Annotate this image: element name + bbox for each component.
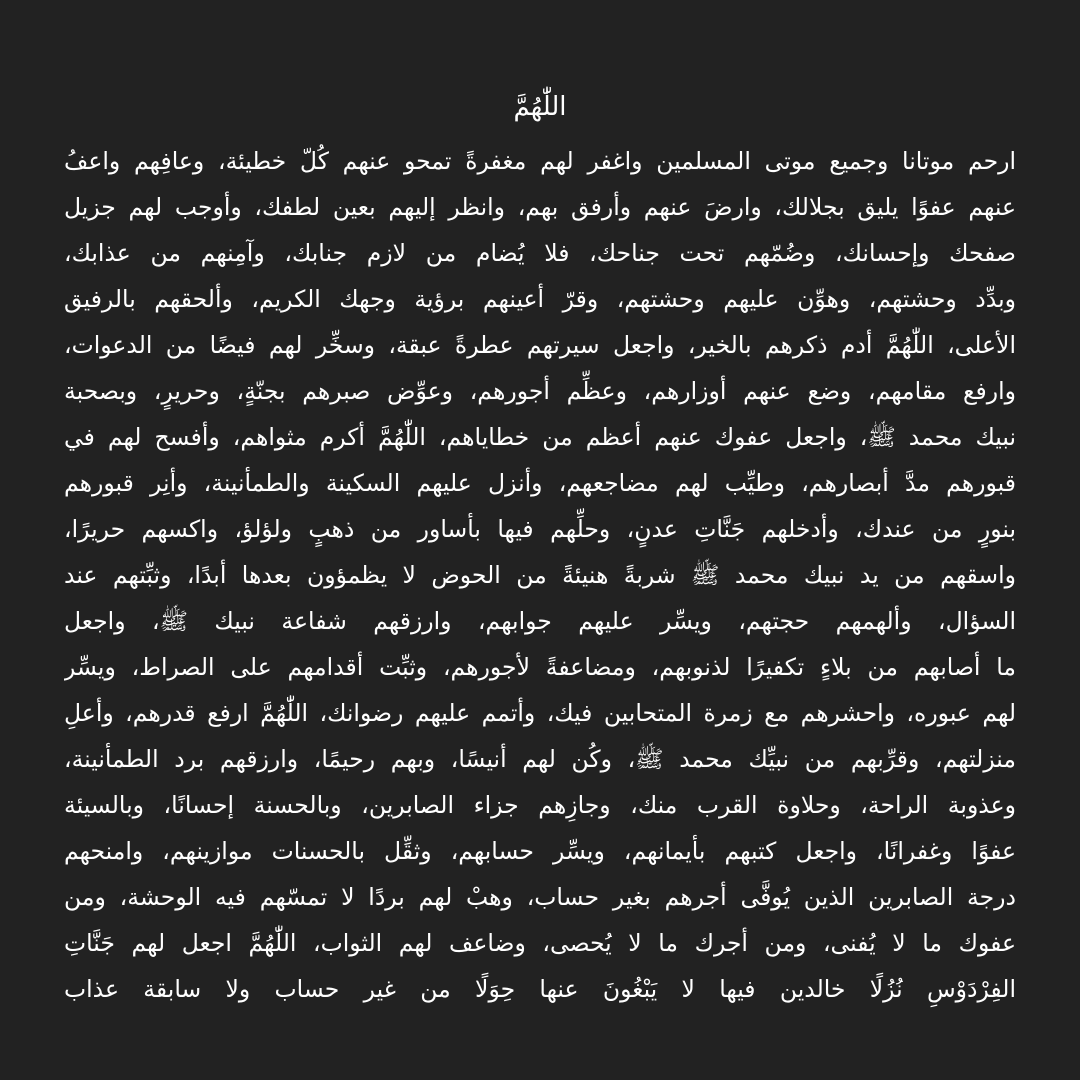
prayer-line: نبيك محمد ﷺ، واجعل عفوك عنهم أعظم من خطاياهم، اللّٰهُمَّ أكرم مثواهم، وأفسح لهم في (64, 423, 1016, 451)
prayer-line: صفحك وإحسانك، وضُمّهم تحت جناحك، فلا يُضام من لازم جنابك، وآمِنهم من عذابك، (64, 239, 1016, 267)
prayer-line: ارحم موتانا وجميع موتى المسلمين واغفر لهم مغفرةً تمحو عنهم كُلّ خطيئة، وعافِهم واعفُ (64, 147, 1016, 175)
prayer-line: بنورٍ من عندك، وأدخلهم جَنَّاتِ عدنٍ، وحلِّهم فيها بأساور من ذهبٍ ولؤلؤ، واكسهم حريرًا، (64, 515, 1016, 543)
prayer-body (64, 138, 1016, 1012)
prayer-line: وبدِّد وحشتهم، وهوِّن عليهم وحشتهم، وقرّ أعينهم برؤية وجهك الكريم، وألحقهم بالرفيق (64, 285, 1016, 313)
prayer-line: عفوك ما لا يُفنى، ومن أجرك ما لا يُحصى، وضاعف لهم الثواب، اللّٰهُمَّ اجعل لهم جَنَّاتِ (64, 929, 1016, 957)
prayer-line: واسقهم من يد نبيك محمد ﷺ شربةً هنيئةً من الحوض لا يظمؤون بعدها أبدًا، وثبِّتهم عند (64, 561, 1016, 589)
prayer-line: درجة الصابرين الذين يُوفَّى أجرهم بغير حساب، وهبْ لهم بردًا لا تمسّهم فيه الوحشة، ومن (64, 883, 1016, 911)
prayer-line: عنهم عفوًا يليق بجلالك، وارضَ عنهم وأرفق بهم، وانظر إليهم بعين لطفك، وأوجب لهم جزيل (64, 193, 1016, 221)
prayer-line: وعذوبة الراحة، وحلاوة القرب منك، وجازِهم جزاء الصابرين، وبالحسنة إحسانًا، وبالسيئة (64, 791, 1016, 819)
prayer-line: لهم عبوره، واحشرهم مع زمرة المتحابين فيك، وأتمم عليهم رضوانك، اللّٰهُمَّ ارفع قدرهم، وأعلِ (64, 699, 1016, 727)
prayer-line: وارفع مقامهم، وضع عنهم أوزارهم، وعظِّم أجورهم، وعوِّض صبرهم بجنّةٍ، وحريرٍ، وبصحبة (64, 377, 1016, 405)
prayer-title: اللّٰهُمَّ (513, 92, 567, 122)
prayer-line: الفِرْدَوْسِ نُزُلًا خالدين فيها لا يَبْغُونَ عنها حِوَلًا من غير حساب ولا سابقة عذاب (64, 975, 1016, 1003)
prayer-line: منزلتهم، وقرِّبهم من نبيِّك محمد ﷺ، وكُن لهم أنيسًا، وبهم رحيمًا، وارزقهم برد الطمأنينة، (64, 745, 1016, 773)
prayer-line: عفوًا وغفرانًا، واجعل كتبهم بأيمانهم، ويسِّر حسابهم، وثقِّل بالحسنات موازينهم، وامنحهم (64, 837, 1016, 865)
prayer-line: ما أصابهم من بلاءٍ تكفيرًا لذنوبهم، ومضاعفةً لأجورهم، وثبِّت أقدامهم على الصراط، ويسِّر (64, 653, 1016, 681)
prayer-line: السؤال، وألهمهم حجتهم، ويسِّر عليهم جوابهم، وارزقهم شفاعة نبيك ﷺ، واجعل (64, 607, 1016, 635)
prayer-line: قبورهم مدَّ أبصارهم، وطيِّب لهم مضاجعهم، وأنزل عليهم السكينة والطمأنينة، وأنِر قبورهم (64, 469, 1016, 497)
prayer-line: الأعلى، اللّٰهُمَّ أدم ذكرهم بالخير، واجعل سيرتهم عطرةً عبقة، وسخِّر لهم فيضًا من الدعوات، (64, 331, 1016, 359)
